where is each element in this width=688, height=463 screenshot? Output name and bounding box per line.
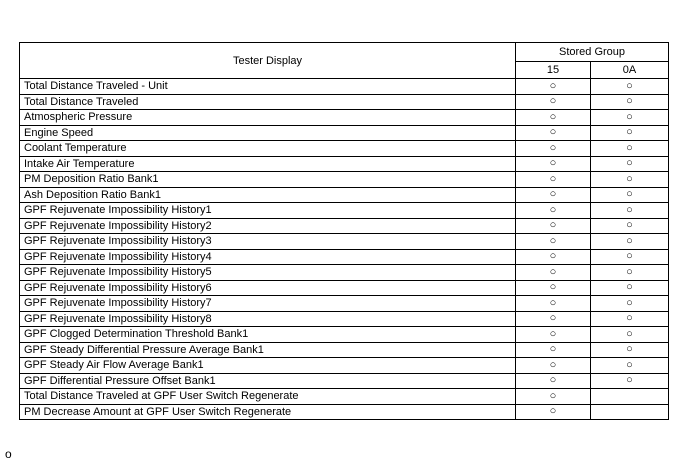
- group-0a-mark: ○: [591, 296, 669, 312]
- group-0a-header: 0A: [591, 61, 669, 79]
- group-0a-mark: ○: [591, 203, 669, 219]
- table-row: [20, 311, 669, 327]
- group-15-header: 15: [516, 61, 591, 79]
- table-row: [20, 234, 669, 250]
- table-row: [20, 94, 669, 110]
- group-15-mark: ○: [516, 187, 591, 203]
- group-0a-mark: ○: [591, 187, 669, 203]
- table-row: [20, 265, 669, 281]
- group-0a-mark: ○: [591, 156, 669, 172]
- row-name-cell: Engine Speed: [20, 125, 516, 141]
- group-15-mark: ○: [516, 234, 591, 250]
- group-0a-mark: ○: [591, 311, 669, 327]
- table-row: [20, 172, 669, 188]
- row-name-cell: Coolant Temperature: [20, 141, 516, 157]
- stored-group-header: Stored Group: [516, 43, 669, 62]
- group-0a-mark: ○: [591, 249, 669, 265]
- tester-display-header: Tester Display: [20, 43, 516, 79]
- table-row: [20, 342, 669, 358]
- group-0a-mark: ○: [591, 125, 669, 141]
- table-row: [20, 218, 669, 234]
- group-15-mark: ○: [516, 389, 591, 405]
- row-name-cell: GPF Steady Differential Pressure Average Bank1: [20, 342, 516, 358]
- group-15-mark: ○: [516, 342, 591, 358]
- group-0a-mark: ○: [591, 218, 669, 234]
- table-row: [20, 280, 669, 296]
- table-row: [20, 125, 669, 141]
- table-row: [20, 79, 669, 95]
- row-name-cell: GPF Rejuvenate Impossibility History3: [20, 234, 516, 250]
- row-name-cell: GPF Rejuvenate Impossibility History2: [20, 218, 516, 234]
- table-row: [20, 296, 669, 312]
- tester-display-table: [19, 42, 669, 420]
- group-15-mark: ○: [516, 327, 591, 343]
- group-0a-mark: ○: [591, 79, 669, 95]
- group-15-mark: ○: [516, 311, 591, 327]
- group-15-mark: ○: [516, 265, 591, 281]
- group-15-mark: ○: [516, 125, 591, 141]
- row-name-cell: GPF Rejuvenate Impossibility History8: [20, 311, 516, 327]
- group-0a-mark: ○: [591, 110, 669, 126]
- group-15-mark: ○: [516, 203, 591, 219]
- group-0a-mark: ○: [591, 358, 669, 374]
- group-15-mark: ○: [516, 373, 591, 389]
- group-15-mark: ○: [516, 94, 591, 110]
- group-0a-mark: [591, 389, 669, 405]
- group-0a-mark: ○: [591, 373, 669, 389]
- row-name-cell: Total Distance Traveled: [20, 94, 516, 110]
- row-name-cell: Atmospheric Pressure: [20, 110, 516, 126]
- group-15-mark: ○: [516, 141, 591, 157]
- group-15-mark: ○: [516, 249, 591, 265]
- group-0a-mark: [591, 404, 669, 420]
- row-name-cell: GPF Steady Air Flow Average Bank1: [20, 358, 516, 374]
- table-row: [20, 327, 669, 343]
- row-name-cell: GPF Rejuvenate Impossibility History1: [20, 203, 516, 219]
- group-15-mark: ○: [516, 358, 591, 374]
- table-row: [20, 141, 669, 157]
- table-row: [20, 156, 669, 172]
- group-0a-mark: ○: [591, 327, 669, 343]
- row-name-cell: GPF Clogged Determination Threshold Bank1: [20, 327, 516, 343]
- table-row: [20, 373, 669, 389]
- group-15-mark: ○: [516, 172, 591, 188]
- group-15-mark: ○: [516, 79, 591, 95]
- group-15-mark: ○: [516, 110, 591, 126]
- row-name-cell: GPF Differential Pressure Offset Bank1: [20, 373, 516, 389]
- header-row-1: [20, 43, 669, 62]
- row-name-cell: GPF Rejuvenate Impossibility History6: [20, 280, 516, 296]
- table-row: [20, 203, 669, 219]
- table-row: [20, 249, 669, 265]
- footnote: o: [5, 447, 12, 461]
- group-0a-mark: ○: [591, 141, 669, 157]
- row-name-cell: Ash Deposition Ratio Bank1: [20, 187, 516, 203]
- group-0a-mark: ○: [591, 172, 669, 188]
- group-0a-mark: ○: [591, 342, 669, 358]
- row-name-cell: Total Distance Traveled at GPF User Switch Regenerate: [20, 389, 516, 405]
- group-0a-mark: ○: [591, 234, 669, 250]
- group-15-mark: ○: [516, 404, 591, 420]
- group-0a-mark: ○: [591, 265, 669, 281]
- table-row: [20, 389, 669, 405]
- group-0a-mark: ○: [591, 280, 669, 296]
- group-15-mark: ○: [516, 280, 591, 296]
- row-name-cell: GPF Rejuvenate Impossibility History7: [20, 296, 516, 312]
- row-name-cell: PM Deposition Ratio Bank1: [20, 172, 516, 188]
- row-name-cell: GPF Rejuvenate Impossibility History5: [20, 265, 516, 281]
- table-row: [20, 358, 669, 374]
- group-15-mark: ○: [516, 218, 591, 234]
- group-15-mark: ○: [516, 296, 591, 312]
- row-name-cell: PM Decrease Amount at GPF User Switch Regenerate: [20, 404, 516, 420]
- group-0a-mark: ○: [591, 94, 669, 110]
- row-name-cell: Total Distance Traveled - Unit: [20, 79, 516, 95]
- table-row: [20, 187, 669, 203]
- group-15-mark: ○: [516, 156, 591, 172]
- row-name-cell: GPF Rejuvenate Impossibility History4: [20, 249, 516, 265]
- table-row: [20, 404, 669, 420]
- table-row: [20, 110, 669, 126]
- row-name-cell: Intake Air Temperature: [20, 156, 516, 172]
